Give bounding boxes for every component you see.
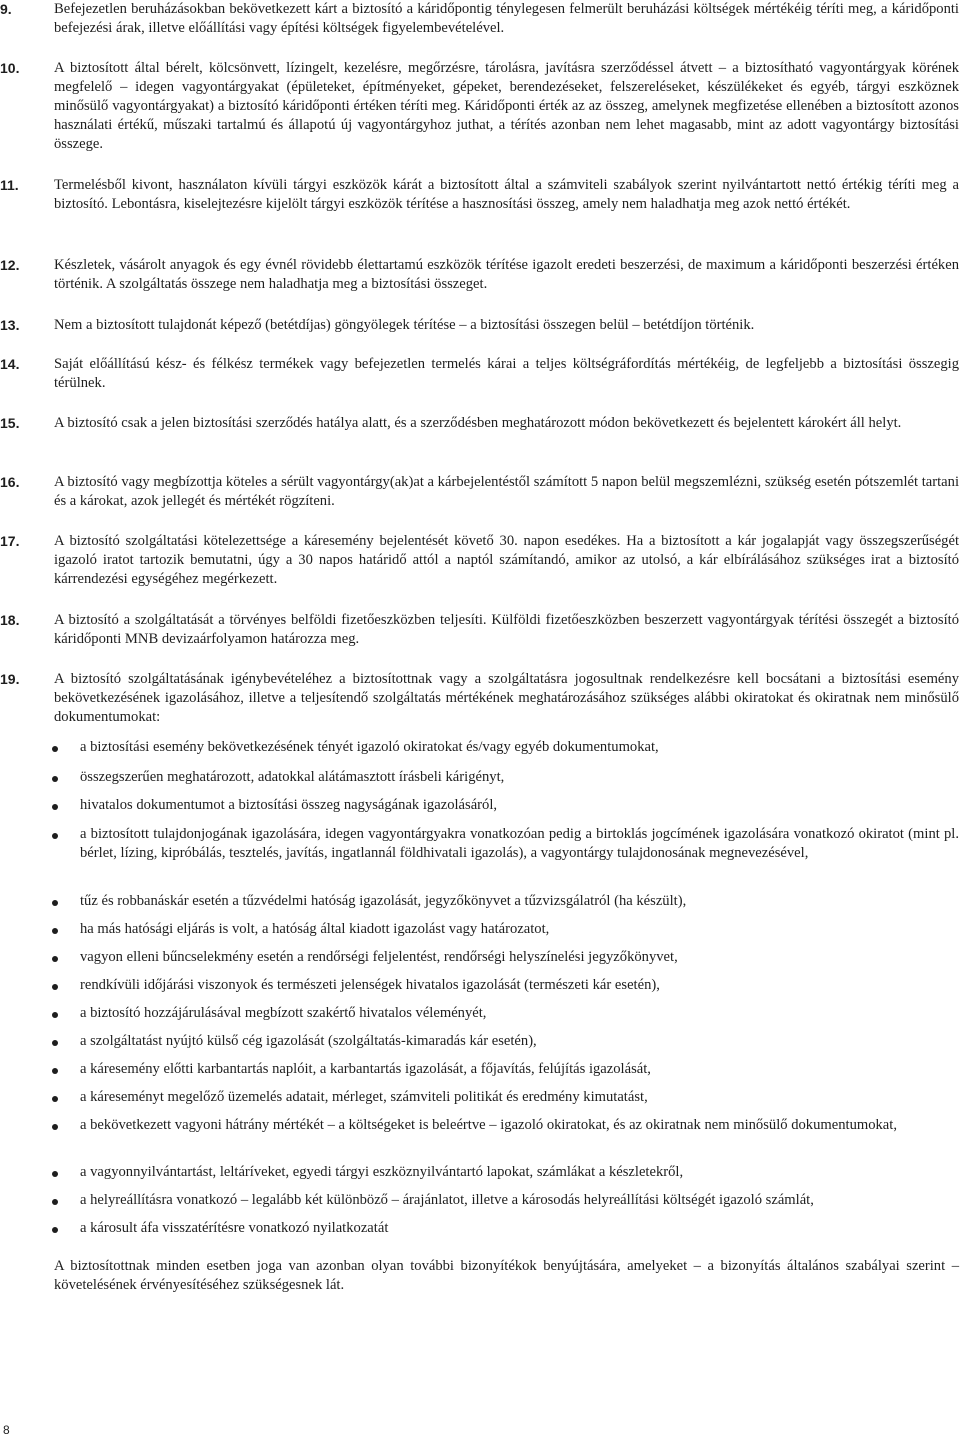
list-item-text: összegszerűen meghatározott, adatokkal alátámasztott írásbeli kárigényt, bbox=[80, 769, 505, 785]
list-item-text: a károsult áfa visszatérítésre vonatkozó nyilatkozatát bbox=[80, 1220, 389, 1236]
page-number: 8 bbox=[3, 1423, 10, 1437]
list-item-text: a szolgáltatást nyújtó külső cég igazolását (szolgáltatás-kimaradás kár esetén), bbox=[80, 1033, 537, 1049]
bullet-icon bbox=[52, 776, 58, 782]
clause-text: Készletek, vásárolt anyagok és egy évnél rövidebb élettartamú eszközök térítése igazolt eredeti beszerzési, de maximum a káridőponti beszerzési értéken történik. A szolgáltatás összege nem haladhatja meg a biztosítási összeget. bbox=[54, 257, 959, 292]
bullet-icon bbox=[52, 1012, 58, 1018]
bullet-icon bbox=[52, 746, 58, 752]
clause-number: 18. bbox=[0, 612, 20, 628]
list-item-text: a káresemény előtti karbantartás naplóit, a karbantartás igazolását, a főjavítás, felújítás igazolását, bbox=[80, 1061, 651, 1077]
list-item-text: hivatalos dokumentumot a biztosítási összeg nagyságának igazolásáról, bbox=[80, 797, 498, 813]
clause-text: A biztosító szolgáltatási kötelezettsége a káresemény bejelentését követő 30. napon esedékes. Ha a biztosított a kár jogalapját vagy összegszerűségét igazoló iratot tartozik bemutatni, úgy a 30 napos határidő attól a naptól számítandó, amikor az utolsó, a kár elbírálásához szükséges irat a biztosító kárrendezési egységéhez megérkezett. bbox=[54, 533, 959, 587]
bullet-icon bbox=[52, 1199, 58, 1205]
clause-text: Saját előállítású kész- és félkész termékek vagy befejezetlen termelés kárai a teljes költségráfordítás mértékéig, de legfeljebb a biztosítási összegig térülnek. bbox=[54, 356, 959, 391]
list-item-text: rendkívüli időjárási viszonyok és természeti jelenségek hivatalos igazolását (természeti kár esetén), bbox=[80, 977, 660, 993]
list-item-text: vagyon elleni bűncselekmény esetén a rendőrségi feljelentést, rendőrségi helyszínelési jegyzőkönyvet, bbox=[80, 949, 678, 965]
clause-number: 15. bbox=[0, 415, 20, 431]
clause-text: Nem a biztosított tulajdonát képező (betétdíjas) göngyölegek térítése – a biztosítási összegen belül – betétdíjon történik. bbox=[54, 317, 755, 333]
bullet-icon bbox=[52, 1227, 58, 1233]
clause-number: 14. bbox=[0, 356, 20, 372]
clause-text: A biztosító szolgáltatásának igénybevételéhez a biztosítottnak vagy a szolgáltatásra jogosultnak rendelkezésre kell bocsátani a biztosítási esemény bekövetkezésének igazolásához, illetve a teljesítendő szolgáltatás mértékének meghatározásához szükséges alábbi okiratokat és okiratnak nem minősülő dokumentumokat: bbox=[54, 671, 959, 725]
list-item-text: a biztosítási esemény bekövetkezésének tényét igazoló okiratokat és/vagy egyéb dokumentumokat, bbox=[80, 739, 659, 755]
clause-number: 12. bbox=[0, 257, 20, 273]
bullet-icon bbox=[52, 928, 58, 934]
closing-paragraph: A biztosítottnak minden esetben joga van azonban olyan további bizonyítékok benyújtására, amelyeket – a bizonyítás általános szabályai szerint – követelésének érvényesítéséhez szükségesnek lát. bbox=[54, 1258, 959, 1293]
clause-number: 13. bbox=[0, 317, 20, 333]
list-item-text: ha más hatósági eljárás is volt, a hatóság által kiadott igazolást vagy határozatot, bbox=[80, 921, 550, 937]
clause-text: Befejezetlen beruházásokban bekövetkezett kárt a biztosító a káridőpontig ténylegesen felmerült beruházási költségek mértékéig téríti meg, a káridőponti befejezési árak, illetve előállítási vagy építési költségek figyelembevételével. bbox=[54, 1, 959, 36]
bullet-icon bbox=[52, 1124, 58, 1130]
bullet-icon bbox=[52, 1068, 58, 1074]
list-item-text: a vagyonnyilvántartást, leltáríveket, egyedi tárgyi eszköznyilvántartó lapokat, számlákat a készletekről, bbox=[80, 1164, 684, 1180]
bullet-icon bbox=[52, 1096, 58, 1102]
bullet-icon bbox=[52, 984, 58, 990]
list-item-text: a bekövetkezett vagyoni hátrány mértékét – a költségeket is beleértve – igazoló okiratokat, és az okiratnak nem minősülő dokumentumokat, bbox=[80, 1117, 897, 1133]
bullet-icon bbox=[52, 900, 58, 906]
clause-text: A biztosító a szolgáltatását a törvényes belföldi fizetőeszközben teljesíti. Külföldi fizetőeszközben beszerzett vagyontárgyak térítési összegét a biztosító káridőponti MNB devizaárfolyamon határozza meg. bbox=[54, 612, 959, 647]
clause-number: 17. bbox=[0, 533, 20, 549]
bullet-icon bbox=[52, 956, 58, 962]
clause-number: 9. bbox=[0, 1, 12, 17]
clause-text: A biztosító csak a jelen biztosítási szerződés hatálya alatt, és a szerződésben meghatározott módon bekövetkezett és bejelentett károkért áll helyt. bbox=[54, 415, 902, 431]
clause-number: 19. bbox=[0, 671, 20, 687]
clause-number: 11. bbox=[0, 177, 19, 193]
bullet-icon bbox=[52, 833, 58, 839]
clause-text: A biztosított által bérelt, kölcsönvett, lízingelt, kezelésre, megőrzésre, tárolásra, javításra szerződéssel átvett – a biztosítható vagyontárgyak körének megfelelő – idegen vagyontárgyakat (épületeket, építményeket, gépeket, berendezéseket, felszereléseket, készülékeket és egyéb, tárgyi eszköznek minősülő vagyontárgyakat) a biztosító káridőponti értéken téríti meg. Káridőponti érték az az összeg, amelynek megfizetése ellenében a biztosított azonos használati értékű, műszaki tartalmú és állapotú új vagyontárgyhoz juthat, a térítés azonban nem lehet magasabb, mint az adott vagyontárgy biztosítási összege. bbox=[54, 60, 959, 152]
clause-number: 10. bbox=[0, 60, 20, 76]
list-item-text: tűz és robbanáskár esetén a tűzvédelmi hatóság igazolását, jegyzőkönyvet a tűzvizsgálatról (ha készült), bbox=[80, 893, 687, 909]
list-item-text: a helyreállításra vonatkozó – legalább két különböző – árajánlatot, illetve a károsodás helyreállítási költségét igazoló számlát, bbox=[80, 1192, 814, 1208]
bullet-icon bbox=[52, 804, 58, 810]
clause-number: 16. bbox=[0, 474, 20, 490]
clause-text: Termelésből kivont, használaton kívüli tárgyi eszközök kárát a biztosított által a számviteli szabályok szerint nyilvántartott nettó értékig téríti meg a biztosító. Lebontásra, kiselejtezésre kijelölt tárgyi eszközök térítése a hasznosítási összeg, amely nem haladhatja meg azok nettó értékét. bbox=[54, 177, 959, 212]
list-item-text: a biztosított tulajdonjogának igazolására, idegen vagyontárgyakra vonatkozóan pedig a birtoklás jogcímének igazolására vonatkozó okiratot (mint pl. bérlet, lízing, kipróbálás, tesztelés, javítás, ingatlannál földhivatali igazolás), a vagyontárgy tulajdonosának megnevezésével, bbox=[80, 826, 959, 861]
list-item-text: a káreseményt megelőző üzemelés adatait, mérleget, számviteli politikát és eredmény kimutatást, bbox=[80, 1089, 648, 1105]
bullet-icon bbox=[52, 1171, 58, 1177]
list-item-text: a biztosító hozzájárulásával megbízott szakértő hivatalos véleményét, bbox=[80, 1005, 487, 1021]
clause-text: A biztosító vagy megbízottja köteles a sérült vagyontárgy(ak)at a kárbejelentéstől számított 5 napon belül megszemlézni, szükség esetén pótszemlét tartani és a károkat, azok jellegét és mértékét rögzíteni. bbox=[54, 474, 959, 509]
bullet-icon bbox=[52, 1040, 58, 1046]
